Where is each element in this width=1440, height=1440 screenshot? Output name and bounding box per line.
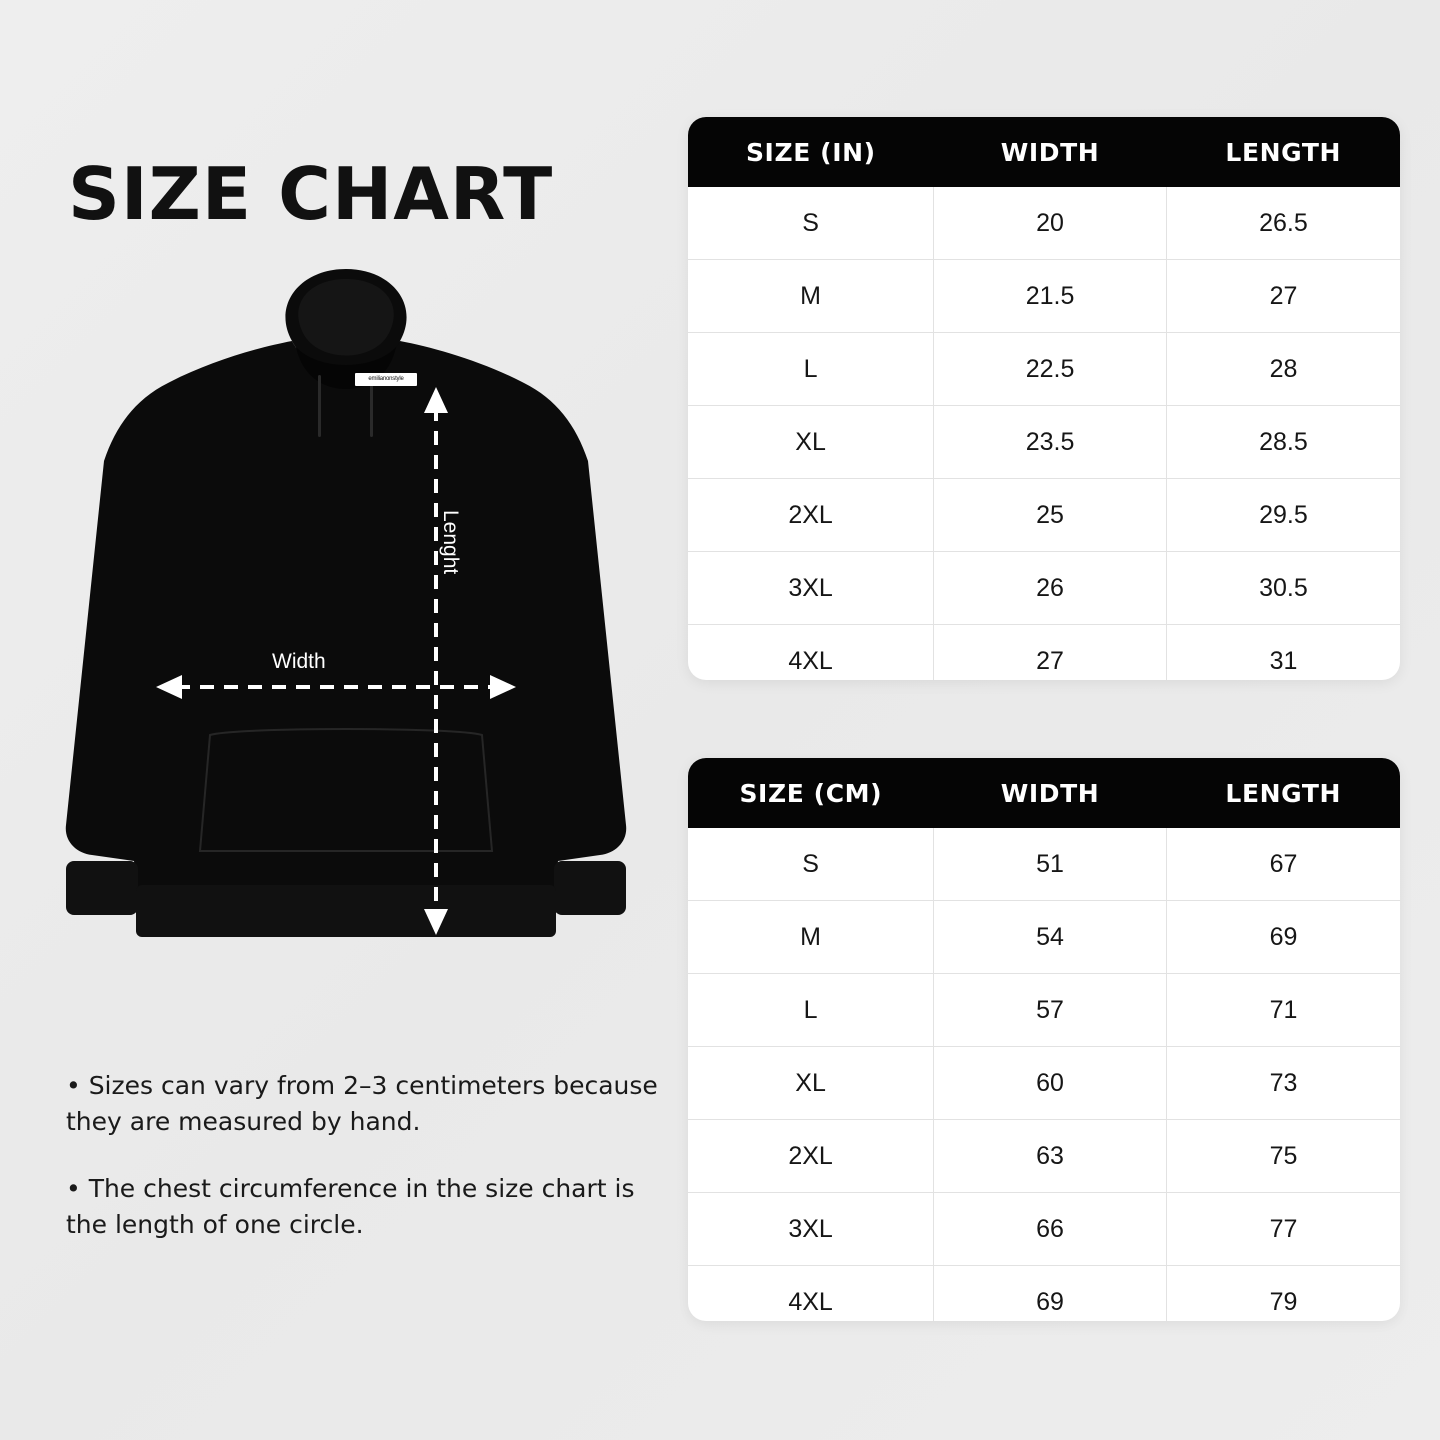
cell-length: 73 [1166, 1047, 1400, 1120]
table-row [688, 406, 1400, 479]
table-row [688, 828, 1400, 901]
cell-width: 69 [934, 1266, 1167, 1322]
cell-size: 2XL [688, 479, 934, 552]
table-row [688, 974, 1400, 1047]
note-item: • Sizes can vary from 2–3 centimeters because they are measured by hand. [66, 1071, 658, 1137]
cell-size: 2XL [688, 1120, 934, 1193]
cell-width: 23.5 [934, 406, 1167, 479]
cell-width: 21.5 [934, 260, 1167, 333]
cell-size: XL [688, 1047, 934, 1120]
cell-length: 29.5 [1166, 479, 1400, 552]
table-header-row [688, 117, 1400, 187]
left-column [0, 0, 660, 1440]
column-header-length: LENGTH [1166, 117, 1400, 187]
measurement-arrows [60, 265, 630, 975]
width-measure-label: Width [272, 650, 326, 673]
cell-width: 20 [934, 187, 1167, 260]
cell-length: 28 [1166, 333, 1400, 406]
cell-width: 57 [934, 974, 1167, 1047]
table-row [688, 1047, 1400, 1120]
cell-width: 51 [934, 828, 1167, 901]
cell-size: 3XL [688, 1193, 934, 1266]
table-row [688, 479, 1400, 552]
cell-size: M [688, 260, 934, 333]
cell-length: 30.5 [1166, 552, 1400, 625]
table-row [688, 1120, 1400, 1193]
cell-length: 75 [1166, 1120, 1400, 1193]
table-row [688, 625, 1400, 681]
cell-size: 4XL [688, 625, 934, 681]
cell-length: 71 [1166, 974, 1400, 1047]
cell-width: 22.5 [934, 333, 1167, 406]
table-row [688, 901, 1400, 974]
column-header-size: SIZE (CM) [688, 758, 934, 828]
notes-section [66, 1068, 666, 1273]
table-inches [688, 117, 1400, 680]
cell-width: 66 [934, 1193, 1167, 1266]
table-centimeters [688, 758, 1400, 1321]
cell-size: L [688, 974, 934, 1047]
cell-length: 67 [1166, 828, 1400, 901]
cell-size: S [688, 828, 934, 901]
table-row [688, 1193, 1400, 1266]
cell-length: 31 [1269, 646, 1298, 675]
cell-size: L [688, 333, 934, 406]
cell-width: 60 [934, 1047, 1167, 1120]
cell-width: 26 [934, 552, 1167, 625]
cell-length: 28.5 [1166, 406, 1400, 479]
table-row [688, 552, 1400, 625]
table-row [688, 187, 1400, 260]
column-header-size: SIZE (IN) [688, 117, 934, 187]
cell-size: S [688, 187, 934, 260]
column-header-width: WIDTH [934, 758, 1167, 828]
table-header-row [688, 758, 1400, 828]
cell-size: XL [688, 406, 934, 479]
cell-size: M [688, 901, 934, 974]
cell-size: 4XL [688, 1266, 934, 1322]
note-item: • The chest circumference in the size chart is the length of one circle. [66, 1173, 635, 1239]
column-header-width: WIDTH [934, 117, 1167, 187]
size-table-centimeters [688, 758, 1400, 1321]
hoodie-illustration [60, 265, 630, 975]
cell-width: 27 [934, 625, 1167, 681]
cell-length: 26.5 [1166, 187, 1400, 260]
cell-size: 3XL [688, 552, 934, 625]
table-row [688, 260, 1400, 333]
cell-length: 27 [1166, 260, 1400, 333]
cell-length: 79 [1269, 1287, 1298, 1316]
cell-length: 77 [1166, 1193, 1400, 1266]
table-row [688, 1266, 1400, 1322]
cell-width: 54 [934, 901, 1167, 974]
size-table-inches [688, 117, 1400, 680]
page-title: SIZE CHART [68, 152, 554, 236]
cell-length: 69 [1166, 901, 1400, 974]
brand-tag: emilianonstyle [355, 373, 417, 386]
table-row [688, 333, 1400, 406]
cell-width: 25 [934, 479, 1167, 552]
cell-width: 63 [934, 1120, 1167, 1193]
column-header-length: LENGTH [1166, 758, 1400, 828]
length-measure-label: Lenght [439, 510, 462, 575]
